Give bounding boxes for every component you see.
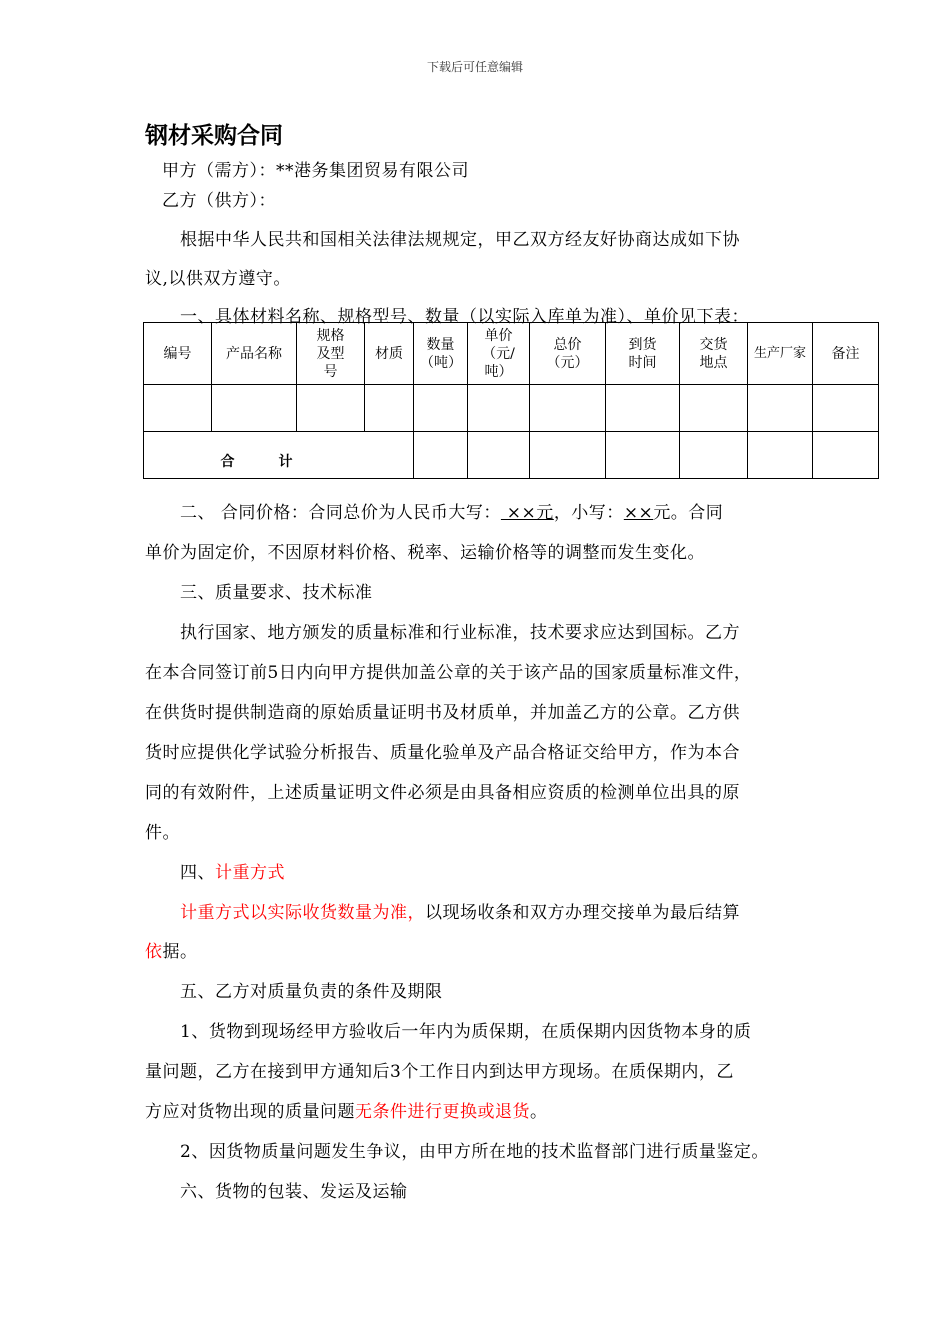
section-5-item-1-line-2: 量问题，乙方在接到甲方通知后3个工作日内到达甲方现场。在质保期内，乙: [145, 1062, 734, 1082]
col-header-total-price: 总价（元）: [530, 323, 606, 385]
section-5-item-1-line-1: 1、货物到现场经甲方验收后一年内为质保期，在质保期内因货物本身的质: [180, 1022, 752, 1042]
document-title: 钢材采购合同: [145, 122, 283, 149]
amount-lower: ××: [623, 503, 654, 523]
col-header-material: 材质: [365, 323, 414, 385]
col-header-unit-price: 单价（元/吨）: [468, 323, 530, 385]
col-header-product-name: 产品名称: [212, 323, 297, 385]
party-a: 甲方（需方）：**港务集团贸易有限公司: [162, 161, 469, 181]
col-header-manufacturer: 生产厂家: [748, 323, 813, 385]
section-3-line-3: 在供货时提供制造商的原始质量证明书及材质单，并加盖乙方的公章。乙方供: [145, 703, 740, 723]
intro-line-2: 议,以供双方遵守。: [145, 269, 291, 289]
col-header-number: 编号: [144, 323, 212, 385]
section-2-line-1: 二、 合同价格：合同总价为人民币大写： ××元，小写：××元。合同: [180, 503, 724, 523]
table-row: [144, 385, 879, 432]
section-5-heading: 五、乙方对质量负责的条件及期限: [180, 982, 443, 1002]
col-header-spec-model: 规格及型号: [297, 323, 365, 385]
section-5-item-2: 2、因货物质量问题发生争议，由甲方所在地的技术监督部门进行质量鉴定。: [180, 1142, 769, 1162]
table-header-row: [144, 323, 879, 385]
amount-upper: ××元: [500, 503, 554, 523]
section-5-item-1-line-3: 方应对货物出现的质量问题无条件进行更换或退货。: [145, 1102, 548, 1122]
party-b: 乙方（供方）：: [162, 191, 276, 211]
col-header-delivery-place: 交货地点: [680, 323, 748, 385]
section-3-line-6: 件。: [145, 823, 180, 843]
intro-line-1: 根据中华人民共和国相关法律法规规定，甲乙双方经友好协商达成如下协: [180, 230, 740, 250]
col-header-arrival-time: 到货时间: [606, 323, 680, 385]
section-6-heading: 六、货物的包装、发运及运输: [180, 1182, 408, 1202]
table-total-row: [144, 432, 879, 479]
section-3-heading: 三、质量要求、技术标准: [180, 583, 373, 603]
section-1-heading: 一、具体材料名称、规格型号、数量（以实际入库单为准）、单价见下表：: [180, 307, 749, 327]
section-2-line-2: 单价为固定价，不因原材料价格、税率、运输价格等的调整而发生变化。: [145, 543, 705, 563]
section-4-line-2: 依据。: [145, 942, 198, 962]
section-3-line-5: 同的有效附件，上述质量证明文件必须是由具备相应资质的检测单位出具的原: [145, 783, 740, 803]
materials-table: [143, 322, 879, 479]
section-3-line-1: 执行国家、地方颁发的质量标准和行业标准，技术要求应达到国标。乙方: [180, 623, 740, 643]
total-label: 合计: [144, 432, 414, 479]
section-3-line-2: 在本合同签订前5日内向甲方提供加盖公章的关于该产品的国家质量标准文件，: [145, 663, 752, 683]
section-4-heading: 四、计重方式: [180, 863, 285, 883]
section-4-line-1: 计重方式以实际收货数量为准，以现场收条和双方办理交接单为最后结算: [180, 903, 740, 923]
header-note: 下载后可任意编辑: [426, 60, 523, 74]
col-header-remarks: 备注: [813, 323, 879, 385]
col-header-quantity: 数量（吨）: [414, 323, 468, 385]
section-3-line-4: 货时应提供化学试验分析报告、质量化验单及产品合格证交给甲方，作为本合: [145, 743, 740, 763]
